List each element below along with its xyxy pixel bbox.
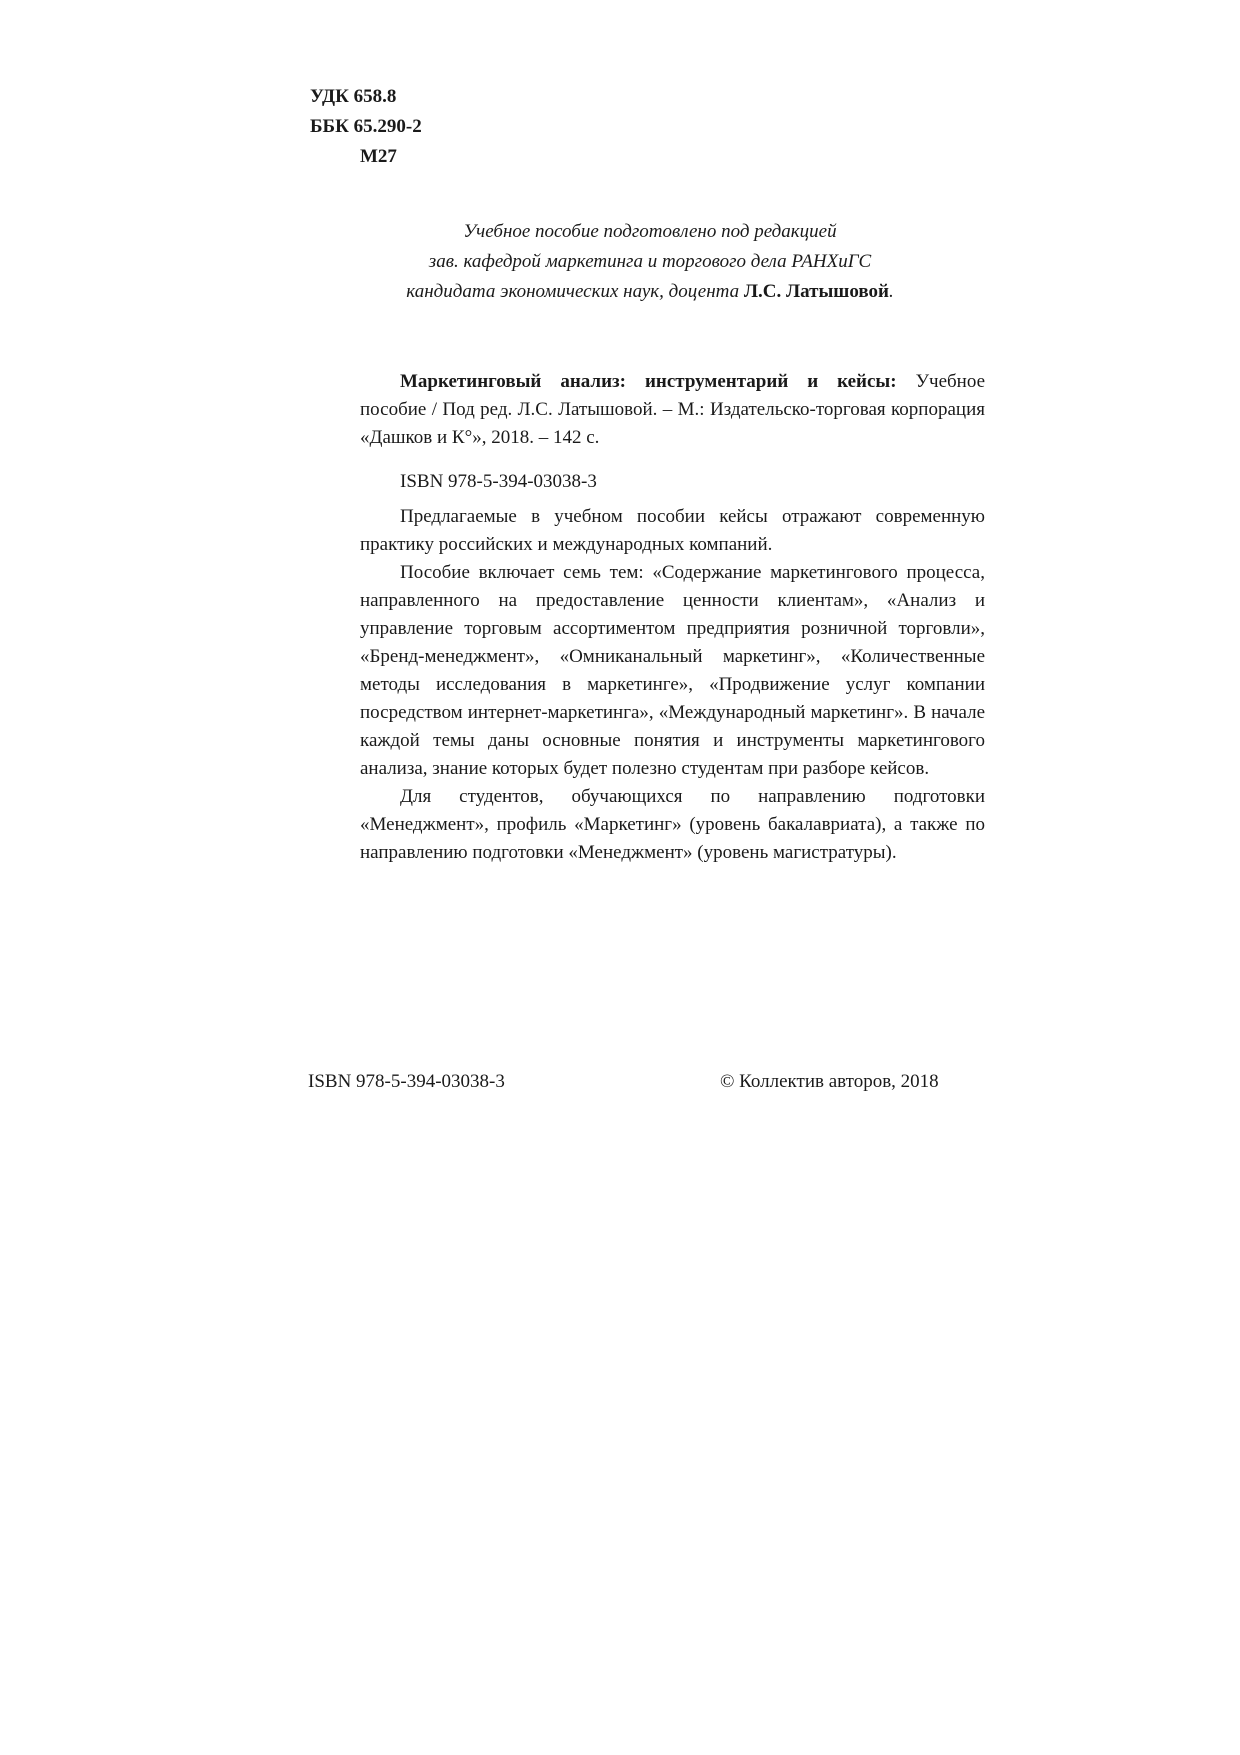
bibliographic-text [360, 368, 985, 452]
editor-note-line [330, 277, 970, 307]
annotation-paragraph: Предлагаемые в учебном пособии кейсы отражают современную практику российских и международных компаний. [360, 506, 985, 555]
copyright: © Коллектив авторов, 2018 [720, 1071, 939, 1092]
book-description: Учебное пособие / Под ред. Л.С. Латышовой. – М.: Издательско-торговая корпорация «Дашков и К°», 2018. – 142 с. [360, 371, 986, 448]
annotation [360, 503, 985, 867]
classification-block [310, 82, 422, 172]
isbn: ISBN 978-5-394-03038-3 [400, 471, 597, 492]
editor-note [330, 217, 970, 307]
footer-isbn: ISBN 978-5-394-03038-3 [308, 1071, 505, 1092]
book-title: Маркетинговый анализ: инструментарий и кейсы: [400, 371, 897, 392]
bbk-code: ББК 65.290-2 [310, 116, 422, 137]
annotation-paragraph: Пособие включает семь тем: «Содержание маркетингового процесса, направленного на предоставление ценности клиентам», «Анализ и управление торговым ассортиментом предприятия розничной торговли», «Бренд-менеджмент», «Омниканальный маркетинг», «Количественные методы исследования в маркетинге», «Продвижение услуг компании посредством интернет-маркетинга», «Международный маркетинг». В начале каждой темы даны основные понятия и инструменты маркетингового анализа, знание которых будет полезно студентам при разборе кейсов. [360, 562, 985, 779]
udk-code: УДК 658.8 [310, 86, 397, 107]
annotation-paragraph: Для студентов, обучающихся по направлению подготовки «Менеджмент», профиль «Маркетинг» (уровень бакалавриата), а также по направлению подготовки «Менеджмент» (уровень магистратуры). [360, 786, 985, 863]
editor-name: Л.С. Латышовой [743, 281, 889, 302]
editor-note-period: . [888, 281, 894, 302]
author-mark: М27 [360, 146, 397, 167]
bibliographic-record [360, 368, 985, 452]
editor-note-line: Учебное пособие подготовлено под редакцией [463, 221, 837, 242]
editor-note-line: зав. кафедрой маркетинга и торгового дела РАНХиГС [428, 251, 872, 272]
editor-note-text: кандидата экономических наук, доцента [406, 281, 740, 302]
